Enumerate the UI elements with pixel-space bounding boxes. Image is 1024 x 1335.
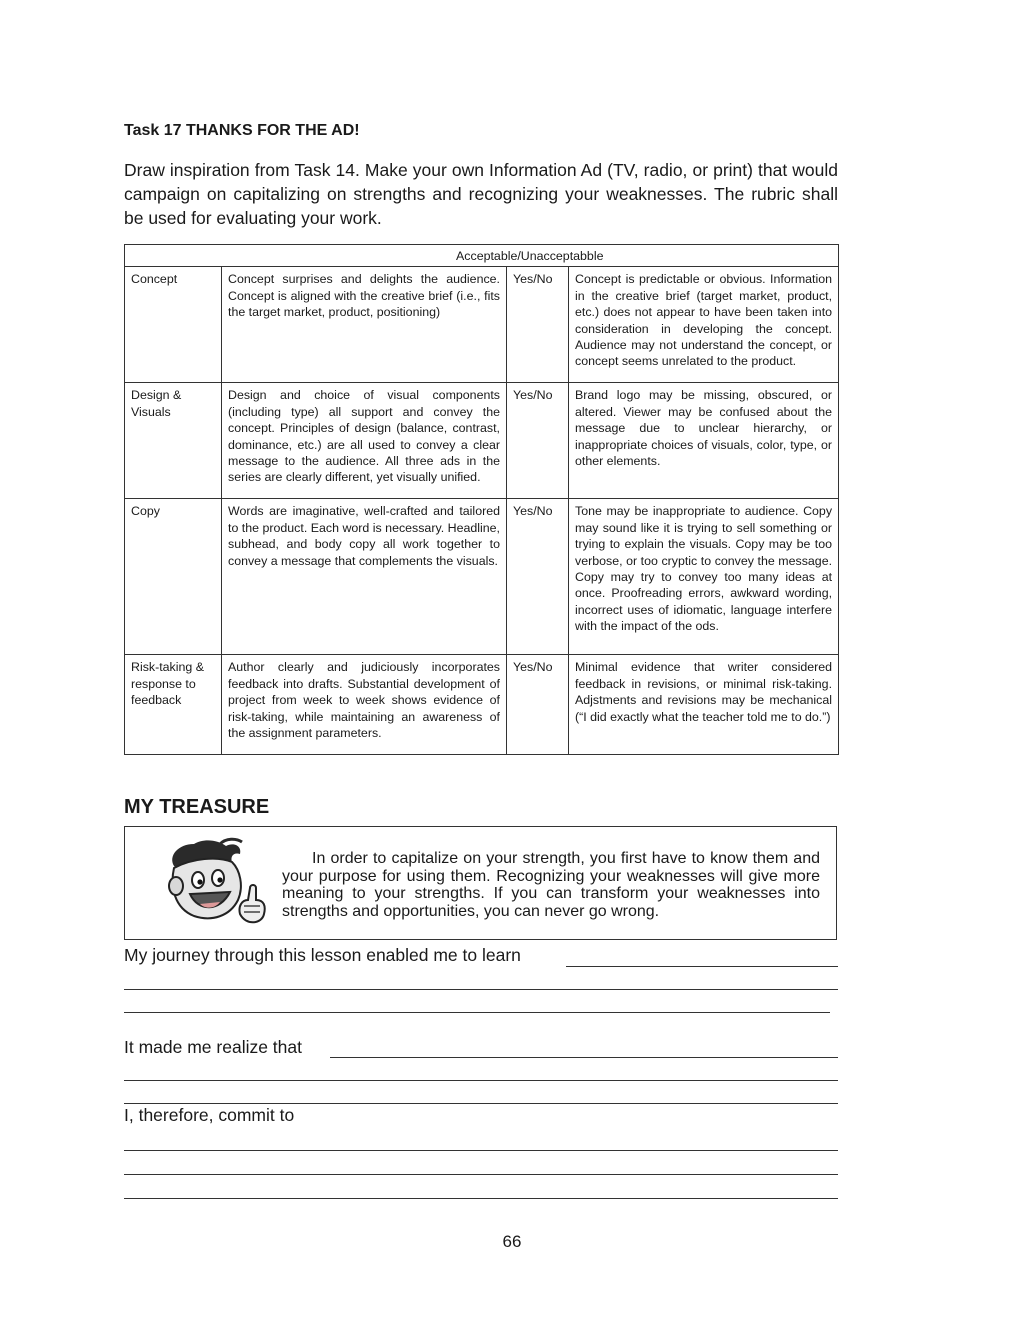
rubric-unacceptable: Minimal evidence that writer considered feedback in revisions, or minimal risk-taking. Adjstments and revisions may be mechanical (“I did exactly what the teacher told me to do.”) (569, 655, 839, 755)
rubric-header-row (125, 245, 839, 267)
rubric-criterion: Copy (125, 499, 222, 655)
reflection-prompt-realize: It made me realize that (124, 1037, 302, 1057)
rubric-mark: Yes/No (507, 655, 569, 755)
reflection-prompt-commit: I, therefore, commit to (124, 1105, 295, 1125)
treasure-text (282, 850, 820, 920)
rubric-mark: Yes/No (507, 383, 569, 499)
rubric-unacceptable: Brand logo may be missing, obscured, or altered. Viewer may be confused about the message due to unclear hierarchy, or inappropriate choices of visuals, color, type, or other elements. (569, 383, 839, 499)
answer-line[interactable] (330, 1057, 838, 1058)
rubric-mark: Yes/No (507, 499, 569, 655)
answer-line[interactable] (124, 1150, 838, 1151)
task-title: Task 17 THANKS FOR THE AD! (124, 122, 360, 139)
rubric-acceptable: Words are imaginative, well-crafted and tailored to the product. Each word is necessary. Headline, subhead, and body copy all work together to convey a message that complements the visuals. (222, 499, 507, 655)
answer-line[interactable] (124, 1103, 838, 1104)
rubric-row (125, 499, 839, 655)
rubric-unacceptable: Tone may be inappropriate to audience. Copy may sound like it is trying to sell something or trying to explain the visuals. Copy may be too verbose, or too cryptic to convey the message. Copy may try to convey too many ideas at once. Proofreading errors, awkward wording, incorrect uses of idiomatic, language interfere with the impact of the ods. (569, 499, 839, 655)
reflection-prompt-learn: My journey through this lesson enabled me to learn (124, 945, 521, 965)
rubric-row (125, 383, 839, 499)
answer-line[interactable] (124, 1080, 838, 1081)
rubric-unacceptable: Concept is predictable or obvious. Information in the creative brief (target market, product, etc.) does not appear to have been taken into consideration in developing the concept. Audience may not understand the concept, or concept seems unrelated to the product. (569, 267, 839, 383)
treasure-paragraph: In order to capitalize on your strength, you first have to know them and your purpose for using them. Recognizing your weaknesses will give more meaning to your strengths. If you can transform your weaknesses into strengths and opportunities, you can never go wrong. (282, 850, 820, 920)
rubric-table (124, 244, 839, 755)
rubric-header: Acceptable/Unacceptabble (222, 245, 839, 267)
rubric-acceptable: Author clearly and judiciously incorporates feedback into drafts. Substantial development of project from week to week shows evidence of risk-taking, while maintaining an awareness of the assignment parameters. (222, 655, 507, 755)
rubric-acceptable: Design and choice of visual components (including type) all support and convey the concept. Principles of design (balance, contrast, dominance, etc.) are all used to convey a clear message to the audience. All three ads in the series are clearly different, yet visually unified. (222, 383, 507, 499)
section-title: MY TREASURE (124, 796, 270, 818)
rubric-criterion: Design & Visuals (125, 383, 222, 499)
page-number: 66 (502, 1232, 522, 1251)
answer-line[interactable] (566, 966, 838, 967)
task-instructions: Draw inspiration from Task 14. Make your own Information Ad (TV, radio, or print) that would campaign on capitalizing on strengths and recognizing your weaknesses. The rubric shall be used for evaluating your work. (124, 160, 838, 228)
answer-line[interactable] (124, 1174, 838, 1175)
rubric-mark: Yes/No (507, 267, 569, 383)
answer-line[interactable] (124, 1012, 830, 1013)
rubric-acceptable: Concept surprises and delights the audience. Concept is aligned with the creative brief (i.e., fits the target market, product, positioning) (222, 267, 507, 383)
rubric-criterion: Risk-taking & response to feedback (125, 655, 222, 755)
rubric-row (125, 267, 839, 383)
answer-line[interactable] (124, 989, 838, 990)
rubric-row (125, 655, 839, 755)
thinking-boy-pointing-icon (160, 836, 272, 932)
rubric-criterion: Concept (125, 267, 222, 383)
answer-line[interactable] (124, 1198, 838, 1199)
